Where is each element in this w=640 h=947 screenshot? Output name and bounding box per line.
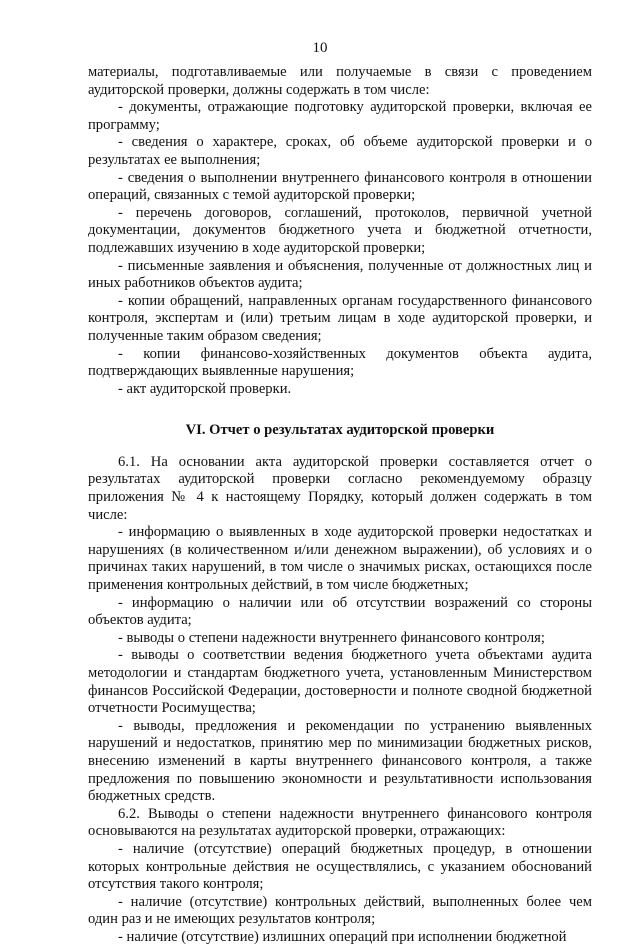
list-item-documents: - документы, отражающие подготовку аудиторской проверки, включая ее программу;	[88, 99, 592, 133]
list-item-internal-control: - сведения о выполнении внутреннего финансового контроля в отношении операций, связанных с темой аудиторской проверки;	[88, 169, 592, 204]
section-heading: VI. Отчет о результатах аудиторской проверки	[185, 422, 495, 439]
list-item-accounting-conclusions: - выводы о соответствии ведения бюджетного учета объектами аудита методологии и стандартам бюджетного учета, установленным Министерством финансов Российской Федерации, достоверности и полноте сводной бюджетной отчетности Росимущества;	[88, 647, 592, 717]
list-item-document-copies: - копии финансово-хозяйственных документов объекта аудита, подтверждающих выявленные нарушения;	[88, 345, 592, 380]
page-number: 10	[312, 40, 328, 56]
list-item-recommendations: - выводы, предложения и рекомендации по устранению выявленных нарушений и недостатков, принятию мер по минимизации бюджетных рисков, внесению изменений в карты внутреннего финансового контроля, а также предложения по повышению экономности и результативности использования бюджетных средств.	[88, 717, 592, 805]
paragraph-6-2: 6.2. Выводы о степени надежности внутреннего финансового контроля основываются на результатах аудиторской проверки, отражающих:	[88, 805, 592, 840]
list-item-objections-info: - информацию о наличии или об отсутствии возражений со стороны объектов аудита;	[88, 594, 592, 629]
list-item-violations-info: - информацию о выявленных в ходе аудиторской проверки недостатках и нарушениях (в количественном и/или денежном выражении), об условиях и о причинах таких нарушений, в том числе о значимых рисках, остающихся после применения контрольных действий, в том числе бюджетных;	[88, 524, 592, 594]
list-item-excess-operations: - наличие (отсутствие) излишних операций при исполнении бюджетной	[118, 928, 567, 945]
list-item-written-statements: - письменные заявления и объяснения, полученные от должностных лиц и иных работников объектов аудита;	[88, 257, 592, 292]
list-item-audit-act: - акт аудиторской проверки.	[118, 380, 292, 397]
list-item-uncontrolled-operations: - наличие (отсутствие) операций бюджетных процедур, в отношении которых контрольные действия не осуществлялись, с указанием обоснований отсутствия такого контроля;	[88, 840, 592, 893]
list-item-reliability-conclusions: - выводы о степени надежности внутреннего финансового контроля;	[118, 629, 545, 646]
list-item-audit-info: - сведения о характере, сроках, об объеме аудиторской проверки и о результатах ее выполнения;	[88, 134, 592, 168]
section-spacer	[88, 398, 592, 410]
list-item-appeal-copies: - копии обращений, направленных органам государственного финансового контроля, экспертам и (или) третьим лицам в ходе аудиторской проверки, и полученные таким образом сведения;	[88, 292, 592, 344]
document-body	[88, 64, 592, 947]
paragraph-6-1: 6.1. На основании акта аудиторской проверки составляется отчет о результатах аудиторской проверки согласно рекомендуемому образцу приложения № 4 к настоящему Порядку, который должен содержать в том числе:	[88, 453, 592, 523]
paragraph-intro-lead: материалы, подготавливаемые или получаемые в связи с проведением аудиторской проверки, должны содержать в том числе:	[88, 64, 592, 98]
list-item-repeated-controls: - наличие (отсутствие) контрольных действий, выполненных более чем один раз и не имеющих результатов контроля;	[88, 893, 592, 928]
list-item-contracts-list: - перечень договоров, соглашений, протоколов, первичной учетной документации, документов бюджетного учета и бюджетной отчетности, подлежавших изучению в ходе аудиторской проверки;	[88, 204, 592, 256]
